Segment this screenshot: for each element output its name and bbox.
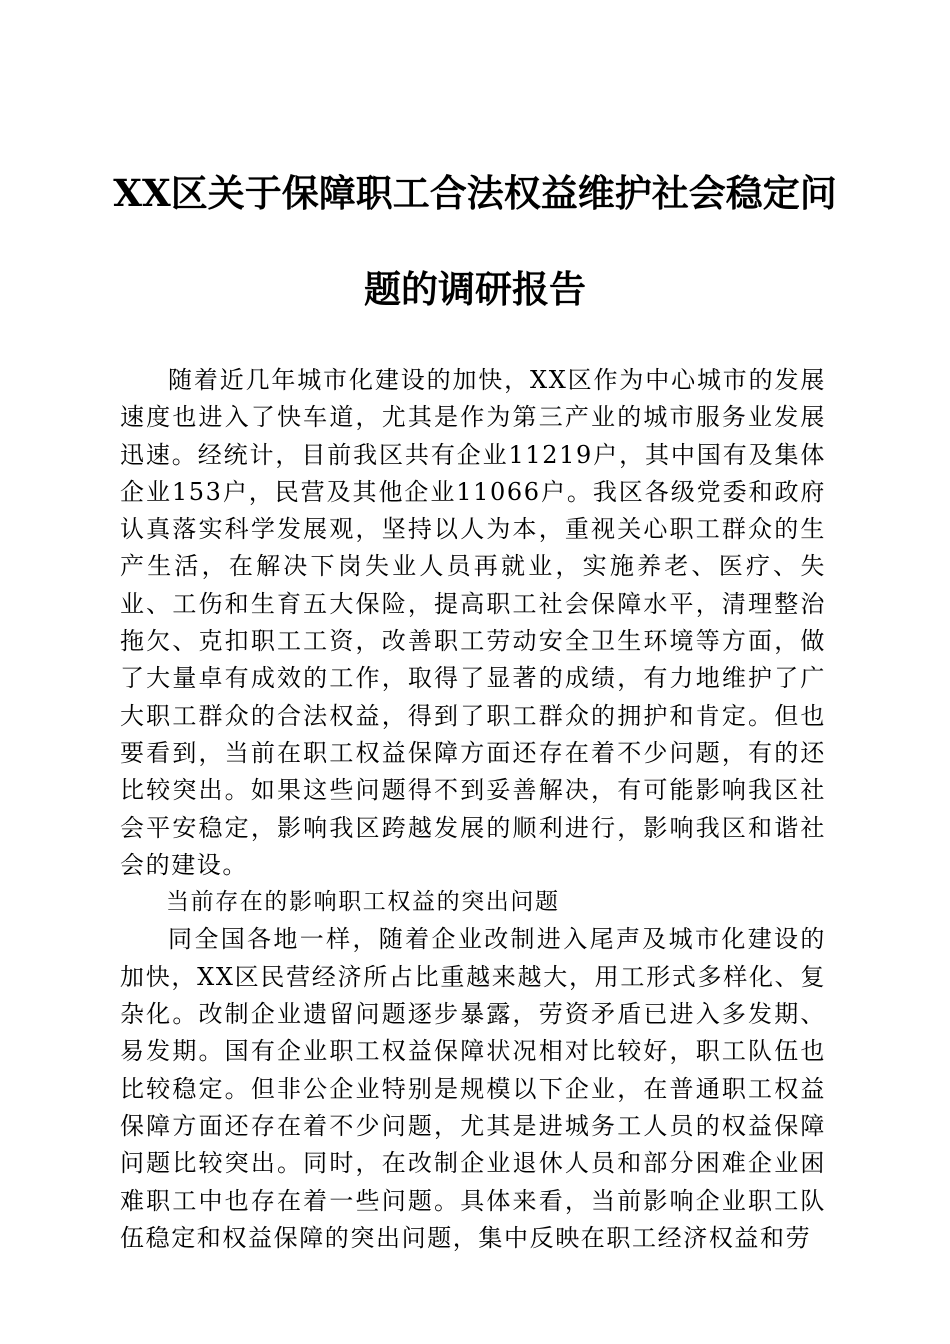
intro-paragraph: 随着近几年城市化建设的加快，XX区作为中心城市的发展速度也进入了快车道，尤其是作为第三产业的城市服务业发展迅速。经统计，目前我区共有企业11219户，其中国有及集体企业153户，民营及其他企业11066户。我区各级党委和政府认真落实科学发展观，坚持以人为本，重视关心职工群众的生产生活，在解决下岗失业人员再就业，实施养老、医疗、失业、工伤和生育五大保险，提高职工社会保障水平，清理整治拖欠、克扣职工工资，改善职工劳动安全卫生环境等方面，做了大量卓有成效的工作，取得了显著的成绩，有力地维护了广大职工群众的合法权益，得到了职工群众的拥护和肯定。但也要看到，当前在职工权益保障方面还存在着不少问题，有的还比较突出。如果这些问题得不到妥善解决，有可能影响我区社会平安稳定，影响我区跨越发展的顺利进行，影响我区和谐社会的建设。: [120, 366, 826, 879]
section-paragraph: 同全国各地一样，随着企业改制进入尾声及城市化建设的加快，XX区民营经济所占比重越来越大，用工形式多样化、复杂化。改制企业遗留问题逐步暴露，劳资矛盾已进入多发期、易发期。国有企业职工权益保障状况相对比较好，职工队伍也比较稳定。但非公企业特别是规模以下企业，在普通职工权益保障方面还存在着不少问题，尤其是进城务工人员的权益保障问题比较突出。同时，在改制企业退休人员和部分困难企业困难职工中也存在着一些问题。具体来看，当前影响企业职工队伍稳定和权益保障的突出问题，集中反映在职工经济权益和劳: [120, 925, 826, 1252]
section-heading: 当前存在的影响职工权益的突出问题: [166, 889, 560, 916]
document-title-line-1: XX区关于保障职工合法权益维护社会稳定问: [113, 171, 837, 215]
document-title-line-2: 题的调研报告: [364, 267, 586, 311]
document-body: [120, 362, 826, 1257]
